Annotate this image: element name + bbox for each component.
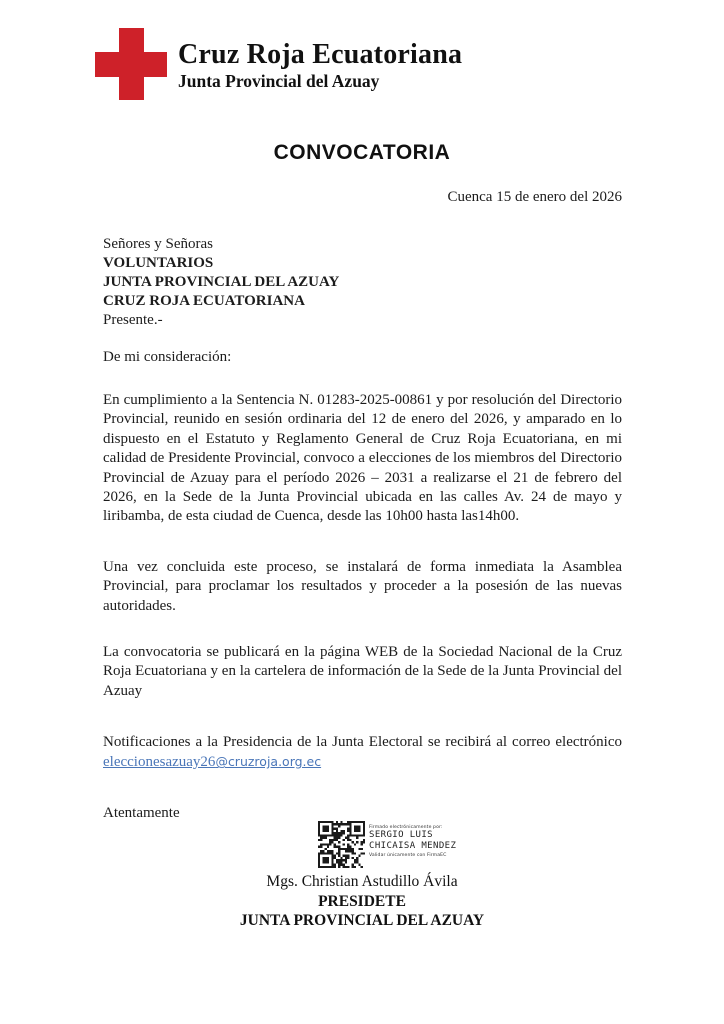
red-cross-icon <box>95 28 167 100</box>
recipient-line-cruz-roja: CRUZ ROJA ECUATORIANA <box>103 293 305 309</box>
recipient-salutation: Señores y Señoras <box>103 236 213 252</box>
recipient-line-junta: JUNTA PROVINCIAL DEL AZUAY <box>103 274 340 290</box>
body-paragraph-1: En cumplimiento a la Sentencia N. 01283-2025-00861 y por resolución del Directorio Provincial, reunido en sesión ordinaria del 12 de enero del 2026, y amparado en lo dispuesto en el Estatuto y Reglamento General de Cruz Roja Ecuatoriana, en mi calidad de Presidente Provincial, convoco a elecciones de los miembros del Directorio Provincial de Azuay para el período 2026 – 2031 a realizarse el 21 de febrero del 2026, en la Sede de la Junta Provincial ubicada en las calles Av. 24 de mayo y liribamba, de esta ciudad de Cuenca, desde las 10h00 hasta las14h00. <box>103 392 622 525</box>
body-paragraph-3: La convocatoria se publicará en la página WEB de la Sociedad Nacional de la Cruz Roja Ecuatoriana y en la cartelera de información de la Sede de la Junta Provincial del Azuay <box>103 644 622 699</box>
email-link[interactable] <box>103 754 321 770</box>
stamp-text-block <box>365 821 456 868</box>
document-title: CONVOCATORIA <box>273 141 451 164</box>
signer-name: Mgs. Christian Astudillo Ávila <box>266 873 458 890</box>
signature-block <box>0 872 724 931</box>
letterhead <box>95 28 462 100</box>
stamp-signer-last-name: CHICAISA MENDEZ <box>369 840 457 851</box>
recipient-block <box>103 235 339 330</box>
recipient-line-voluntarios: VOLUNTARIOS <box>103 255 214 271</box>
date-line: Cuenca 15 de enero del 2026 <box>447 189 622 205</box>
notice-text: Notificaciones a la Presidencia de la Junta Electoral se recibirá al correo electrónico <box>103 734 622 750</box>
signer-title: PRESIDETE <box>318 892 406 910</box>
stamp-signer-first-name: SERGIO LUIS <box>369 830 434 841</box>
body-paragraph-2: Una vez concluida este proceso, se instalará de forma inmediata la Asamblea Provincial, para proclamar los resultados y proceder a la posesión de las nuevas autoridades. <box>103 559 622 614</box>
org-subtitle: Junta Provincial del Azuay <box>178 71 380 91</box>
red-cross-horizontal-bar <box>95 52 167 77</box>
signer-org: JUNTA PROVINCIAL DEL AZUAY <box>239 912 485 929</box>
notice-paragraph <box>103 733 622 773</box>
recipient-present: Presente.- <box>103 312 163 328</box>
closing-line: Atentamente <box>103 805 180 821</box>
qr-code-icon <box>318 821 365 868</box>
greeting-line: De mi consideración: <box>103 349 232 365</box>
stamp-validate-label: Validar únicamente con FirmaEC <box>369 853 447 859</box>
letterhead-text <box>167 28 462 100</box>
email-domain-part: @cruzroja.org.ec <box>215 754 322 770</box>
electronic-signature-stamp <box>318 821 456 868</box>
email-user-part: eleccionesazuay26 <box>103 754 216 771</box>
org-name: Cruz Roja Ecuatoriana <box>178 39 463 70</box>
stamp-signed-label: Firmado electrónicamente por: <box>369 825 443 830</box>
